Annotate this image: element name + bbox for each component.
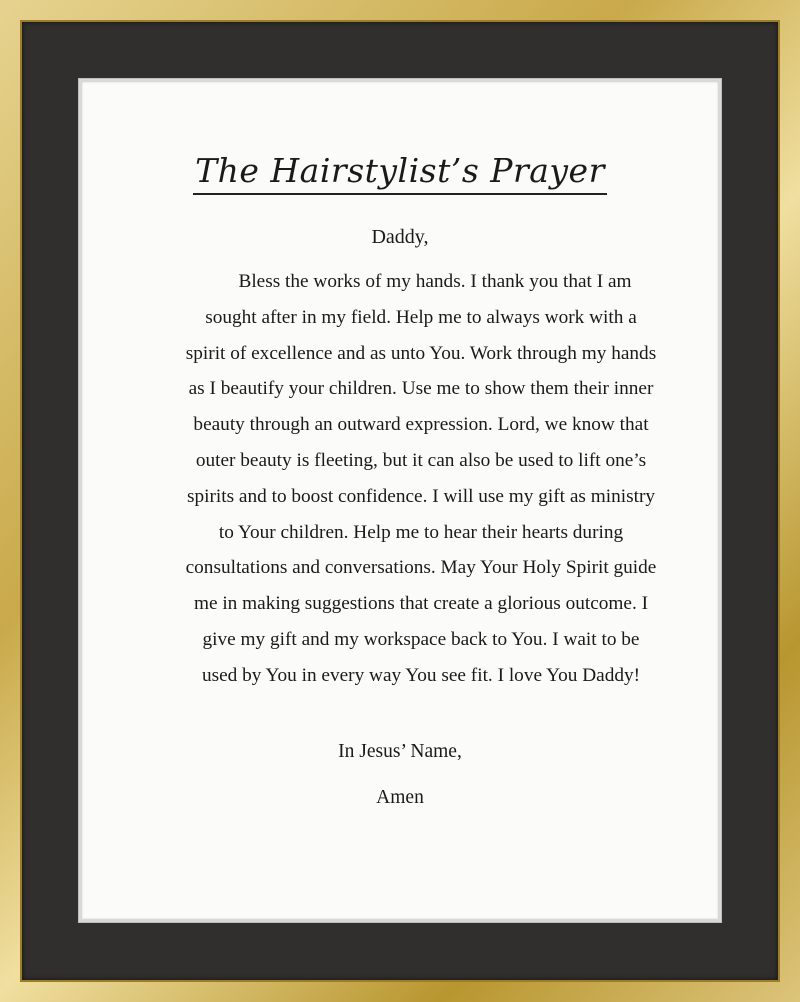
prayer-body: Bless the works of my hands. I thank you that I am sought after in my field. Help me to always work with a spirit of excellence and as unto You. Work through my hands as I beautify your children. Use me to show them their inner beauty through an outward expression. Lord, we know that outer beauty is fleeting, but it can also be used to lift one’s spirits and to boost confidence. I will use my gift as ministry to Your children. Help me to hear their hearts during consultations and conversations. May Your Holy Spirit guide me in making suggestions that create a glorious outcome. I give my gift and my workspace back to You. I wait to be used by You in every way You see fit. I love You Daddy!	[185, 271, 657, 686]
prayer-title: The Hairstylist’s Prayer	[193, 152, 607, 195]
prayer-amen: Amen	[376, 787, 424, 808]
title-wrapper	[82, 152, 718, 195]
prayer-paper	[79, 79, 721, 922]
prayer-closing: In Jesus’ Name,	[338, 741, 462, 762]
prayer-salutation: Daddy,	[371, 226, 429, 248]
